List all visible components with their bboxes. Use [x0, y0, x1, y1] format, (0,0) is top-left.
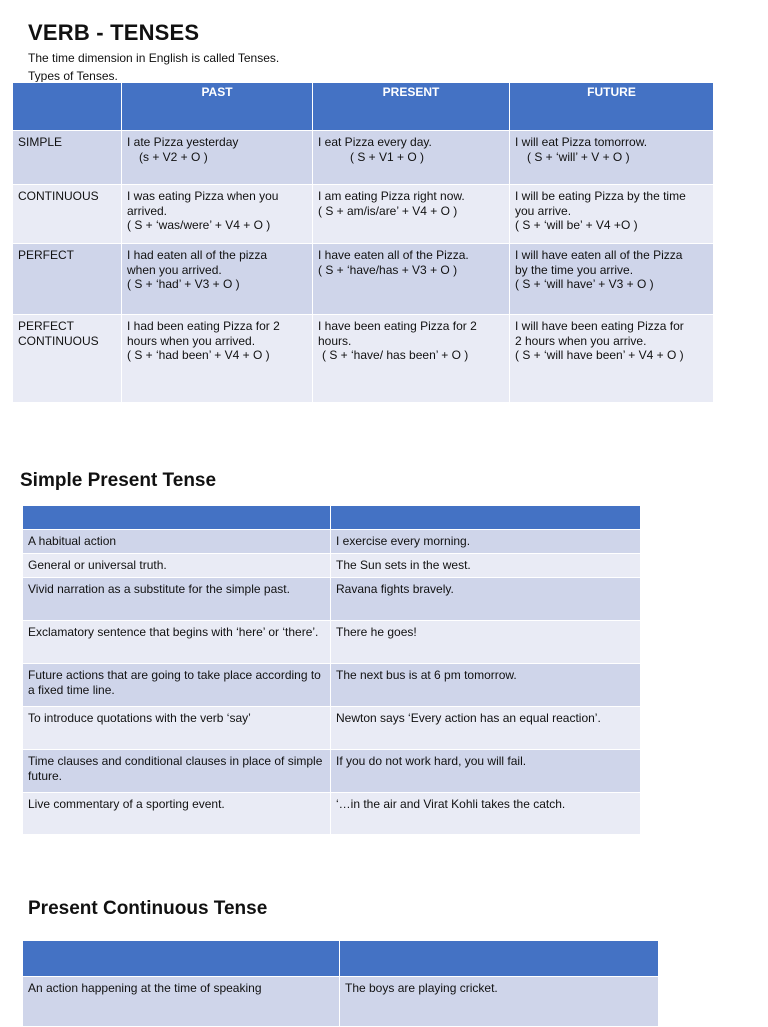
table-cell: I will be eating Pizza by the time you arrive. ( S + ‘will be’ + V4 +O )	[510, 185, 714, 244]
table-row	[23, 664, 641, 707]
table-row	[13, 185, 714, 244]
example-cell: ‘…in the air and Virat Kohli takes the catch.	[331, 793, 641, 835]
usage-cell: Time clauses and conditional clauses in place of simple future.	[23, 750, 331, 793]
example-cell: The Sun sets in the west.	[331, 554, 641, 578]
example-cell: I exercise every morning.	[331, 530, 641, 554]
table-cell: I will have been eating Pizza for 2 hours when you arrive. ( S + ‘will have been’ + V4 + O )	[510, 315, 714, 403]
example-cell: If you do not work hard, you will fail.	[331, 750, 641, 793]
table-cell: I was eating Pizza when you arrived. ( S + ‘was/were’ + V4 + O )	[122, 185, 313, 244]
section-title: Simple Present Tense	[20, 470, 217, 491]
table-cell: I ate Pizza yesterday (s + V2 + O )	[122, 131, 313, 185]
tenses-header-past: PAST	[122, 83, 313, 131]
present-continuous-table	[22, 940, 659, 1027]
table-row	[23, 530, 641, 554]
tenses-header-blank	[13, 83, 122, 131]
usage-cell: Future actions that are going to take place according to a fixed time line.	[23, 664, 331, 707]
example-cell: There he goes!	[331, 621, 641, 664]
table-cell: I have been eating Pizza for 2 hours. ( S + ‘have/ has been’ + O )	[313, 315, 510, 403]
example-cell: Newton says ‘Every action has an equal reaction’.	[331, 707, 641, 750]
table-cell: I eat Pizza every day. ( S + V1 + O )	[313, 131, 510, 185]
usage-cell: An action happening at the time of speaking	[23, 977, 340, 1027]
table-cell: I will eat Pizza tomorrow. ( S + ‘will’ + V + O )	[510, 131, 714, 185]
table-row	[23, 977, 659, 1027]
simple-present-table	[22, 505, 641, 835]
usage-cell: General or universal truth.	[23, 554, 331, 578]
usage-cell: Live commentary of a sporting event.	[23, 793, 331, 835]
tense-label: PERFECT	[13, 244, 122, 315]
table-row	[23, 707, 641, 750]
table-cell: I will have eaten all of the Pizza by the time you arrive. ( S + ‘will have’ + V3 + O )	[510, 244, 714, 315]
usage-cell: A habitual action	[23, 530, 331, 554]
usage-cell: Vivid narration as a substitute for the simple past.	[23, 578, 331, 621]
intro-line: The time dimension in English is called Tenses.	[28, 51, 280, 65]
table-row	[23, 578, 641, 621]
example-cell: The boys are playing cricket.	[340, 977, 659, 1027]
tenses-header-present: PRESENT	[313, 83, 510, 131]
usage-cell: Exclamatory sentence that begins with ‘here’ or ‘there’.	[23, 621, 331, 664]
usage-cell: To introduce quotations with the verb ‘say’	[23, 707, 331, 750]
table-row	[23, 793, 641, 835]
page-title: VERB - TENSES	[28, 20, 200, 45]
tenses-header-future: FUTURE	[510, 83, 714, 131]
table-cell: I am eating Pizza right now. ( S + am/is/are’ + V4 + O )	[313, 185, 510, 244]
table-cell: I had been eating Pizza for 2 hours when you arrived. ( S + ‘had been’ + V4 + O )	[122, 315, 313, 403]
table-cell: I have eaten all of the Pizza. ( S + ‘have/has + V3 + O )	[313, 244, 510, 315]
table-header-cell	[340, 941, 659, 977]
table-row	[23, 554, 641, 578]
table-header-cell	[23, 941, 340, 977]
tenses-table	[12, 82, 714, 403]
table-row	[13, 131, 714, 185]
table-header-cell	[331, 506, 641, 530]
tense-label: PERFECT CONTINUOUS	[13, 315, 122, 403]
table-row	[13, 244, 714, 315]
table-header-cell	[23, 506, 331, 530]
intro-line: Types of Tenses.	[28, 69, 118, 83]
tense-label: CONTINUOUS	[13, 185, 122, 244]
example-cell: The next bus is at 6 pm tomorrow.	[331, 664, 641, 707]
table-row	[23, 621, 641, 664]
table-row	[23, 750, 641, 793]
example-cell: Ravana fights bravely.	[331, 578, 641, 621]
table-cell: I had eaten all of the pizza when you arrived. ( S + ‘had’ + V3 + O )	[122, 244, 313, 315]
section-title: Present Continuous Tense	[28, 898, 268, 919]
tense-label: SIMPLE	[13, 131, 122, 185]
table-row	[13, 315, 714, 403]
